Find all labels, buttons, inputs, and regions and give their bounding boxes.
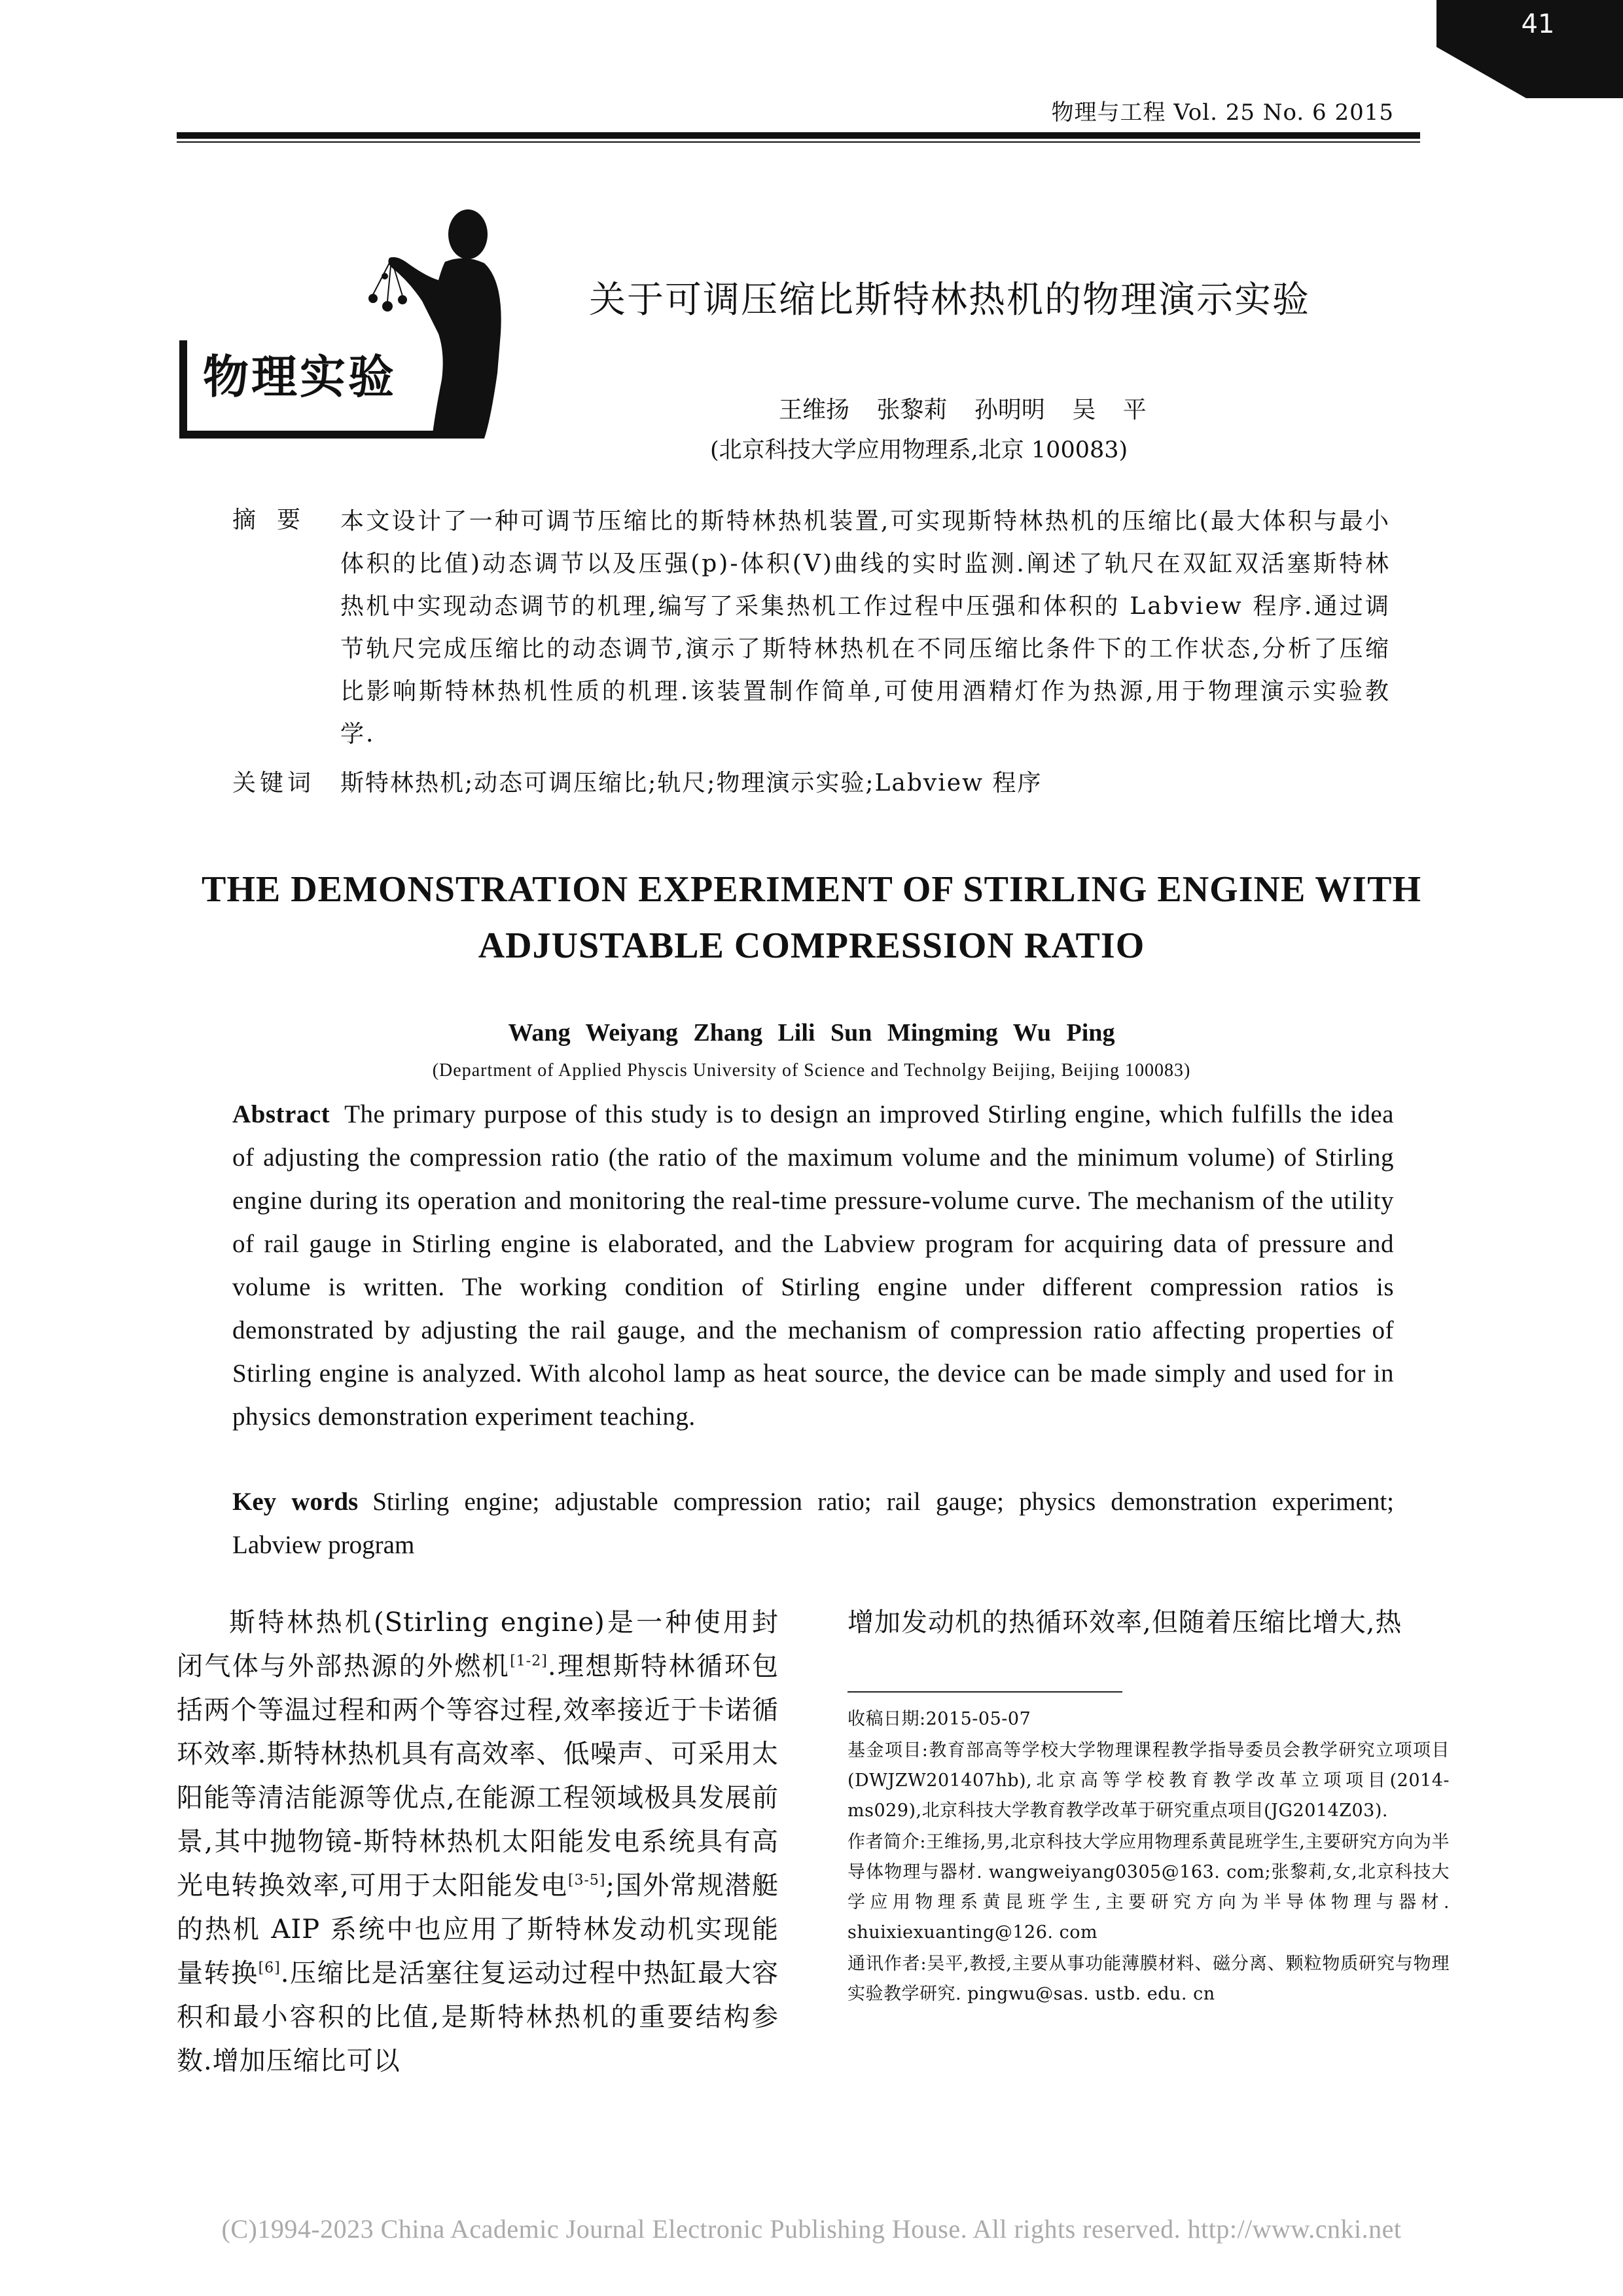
footnotes: [847, 1704, 1450, 2011]
body-text: 斯特林热机(Stirling engine)是一种使用封闭气体与外部热源的外燃机: [177, 1607, 779, 1681]
abstract-en: [232, 1093, 1394, 1439]
footnote-received: 收稿日期:2015-05-07: [847, 1709, 1031, 1729]
citation: [6]: [258, 1960, 281, 1977]
body-column-right: 增加发动机的热循环效率,但随着压缩比增大,热: [847, 1607, 1402, 1638]
copyright-footer: (C)1994-2023 China Academic Journal Electronic Publishing House. All rights reserved. http://www.cnki.net: [221, 2214, 1402, 2244]
footnote-rule: [847, 1691, 1122, 1693]
abstract-label-en: Abstract: [232, 1100, 330, 1128]
body-column-left: [177, 1601, 779, 2083]
keywords-text-en: Stirling engine; adjustable compression ratio; rail gauge; physics demonstration experiment; Labview program: [232, 1488, 1394, 1559]
keywords-en: [232, 1480, 1394, 1567]
authors-en: Wang Weiyang Zhang Lili Sun Mingming Wu Ping: [508, 1019, 1115, 1047]
header-rule-thin: [177, 141, 1420, 143]
abstract-text-en: The primary purpose of this study is to design an improved Stirling engine, which fulfills the idea of adjusting the compression ratio (the ratio of the maximum volume and the minimum volume) of Stirling engine during its operation and monitoring the real-time pressure-volume curve. The mechanism of the utility of rail gauge in Stirling engine is elaborated, and the Labview program for acquiring data of pressure and volume is written. The working condition of Stirling engine under different compression ratios is demonstrated by adjusting the rail gauge, and the mechanism of compression ratio affecting properties of Stirling engine is analyzed. With alcohol lamp as heat source, the device can be made simply and used for in physics demonstration experiment teaching.: [232, 1100, 1394, 1431]
article-title-en: THE DEMONSTRATION EXPERIMENT OF STIRLING ENGINE WITH ADJUSTABLE COMPRESSION RATIO: [201, 869, 1422, 966]
abstract-label-cn: 摘要: [232, 507, 322, 533]
page-number: 41: [1521, 9, 1555, 39]
column-title: 物理实验: [203, 350, 397, 404]
citation: [3-5]: [567, 1872, 606, 1889]
authors-cn: 王维扬 张黎莉 孙明明 吴 平: [779, 397, 1147, 423]
body-text: .理想斯特林循环包括两个等温过程和两个等容过程,效率接近于卡诺循环效率.斯特林热机具有高效率、低噪声、可采用太阳能等清洁能源等优点,在能源工程领域极具发展前景,其中抛物镜-斯特林热机太阳能发电系统具有高光电转换效率,可用于太阳能发电: [177, 1651, 779, 1901]
keywords-label-cn: 关键词: [232, 770, 315, 797]
body-paragraph: [177, 1601, 779, 2083]
affiliation-en: (Department of Applied Physcis University of Science and Technolgy Beijing, Beijing 100083): [432, 1060, 1191, 1081]
article-title-cn: 关于可调压缩比斯特林热机的物理演示实验: [589, 279, 1310, 321]
citation: [1-2]: [510, 1653, 548, 1670]
keywords-label-en: Key words: [232, 1488, 359, 1516]
abstract-cn: 本文设计了一种可调节压缩比的斯特林热机装置,可实现斯特林热机的压缩比(最大体积与最小体积的比值)动态调节以及压强(p)-体积(V)曲线的实时监测.阐述了轨尺在双缸双活塞斯特林热机中实现动态调节的机理,编写了采集热机工作过程中压强和体积的 Labview 程序.通过调节轨尺完成压缩比的动态调节,演示了斯特林热机在不同压缩比条件下的工作状态,分析了压缩比影响斯特林热机性质的机理.该装置制作简单,可使用酒精灯作为热源,用于物理演示实验教学.: [340, 508, 1391, 747]
footnote-corresponding: 通讯作者:吴平,教授,主要从事功能薄膜材料、磁分离、颗粒物质研究与物理实验教学研究. pingwu@sas. ustb. edu. cn: [847, 1954, 1450, 2004]
footnote-fund: 基金项目:教育部高等学校大学物理课程教学指导委员会教学研究立项项目(DWJZW201407hb),北京高等学校教育教学改革立项项目(2014-ms029),北京科技大学教育教学改革于研究重点项目(JG2014Z03).: [847, 1740, 1450, 1821]
footnote-authors: 作者简介:王维扬,男,北京科技大学应用物理系黄昆班学生,主要研究方向为半导体物理与器材. wangweiyang0305@163. com;张黎莉,女,北京科技大学应用物理系黄昆班学生,主要研究方向为半导体物理与器材. shuixiexuanting@126. com: [847, 1832, 1450, 1943]
header-rule-thick: [177, 132, 1420, 139]
affiliation-cn: (北京科技大学应用物理系,北京 100083): [710, 437, 1128, 463]
body-text: ;国外常规潜艇的热机 AIP 系统中也应用了斯特林发动机实现能量转换: [177, 1871, 779, 1988]
keywords-cn: 斯特林热机;动态可调压缩比;轨尺;物理演示实验;Labview 程序: [340, 770, 1043, 797]
body-text: .压缩比是活塞往复运动过程中热缸最大容积和最小容积的比值,是斯特林热机的重要结构参数.增加压缩比可以: [177, 1958, 779, 2076]
running-head: 物理与工程 Vol. 25 No. 6 2015: [1051, 99, 1394, 126]
